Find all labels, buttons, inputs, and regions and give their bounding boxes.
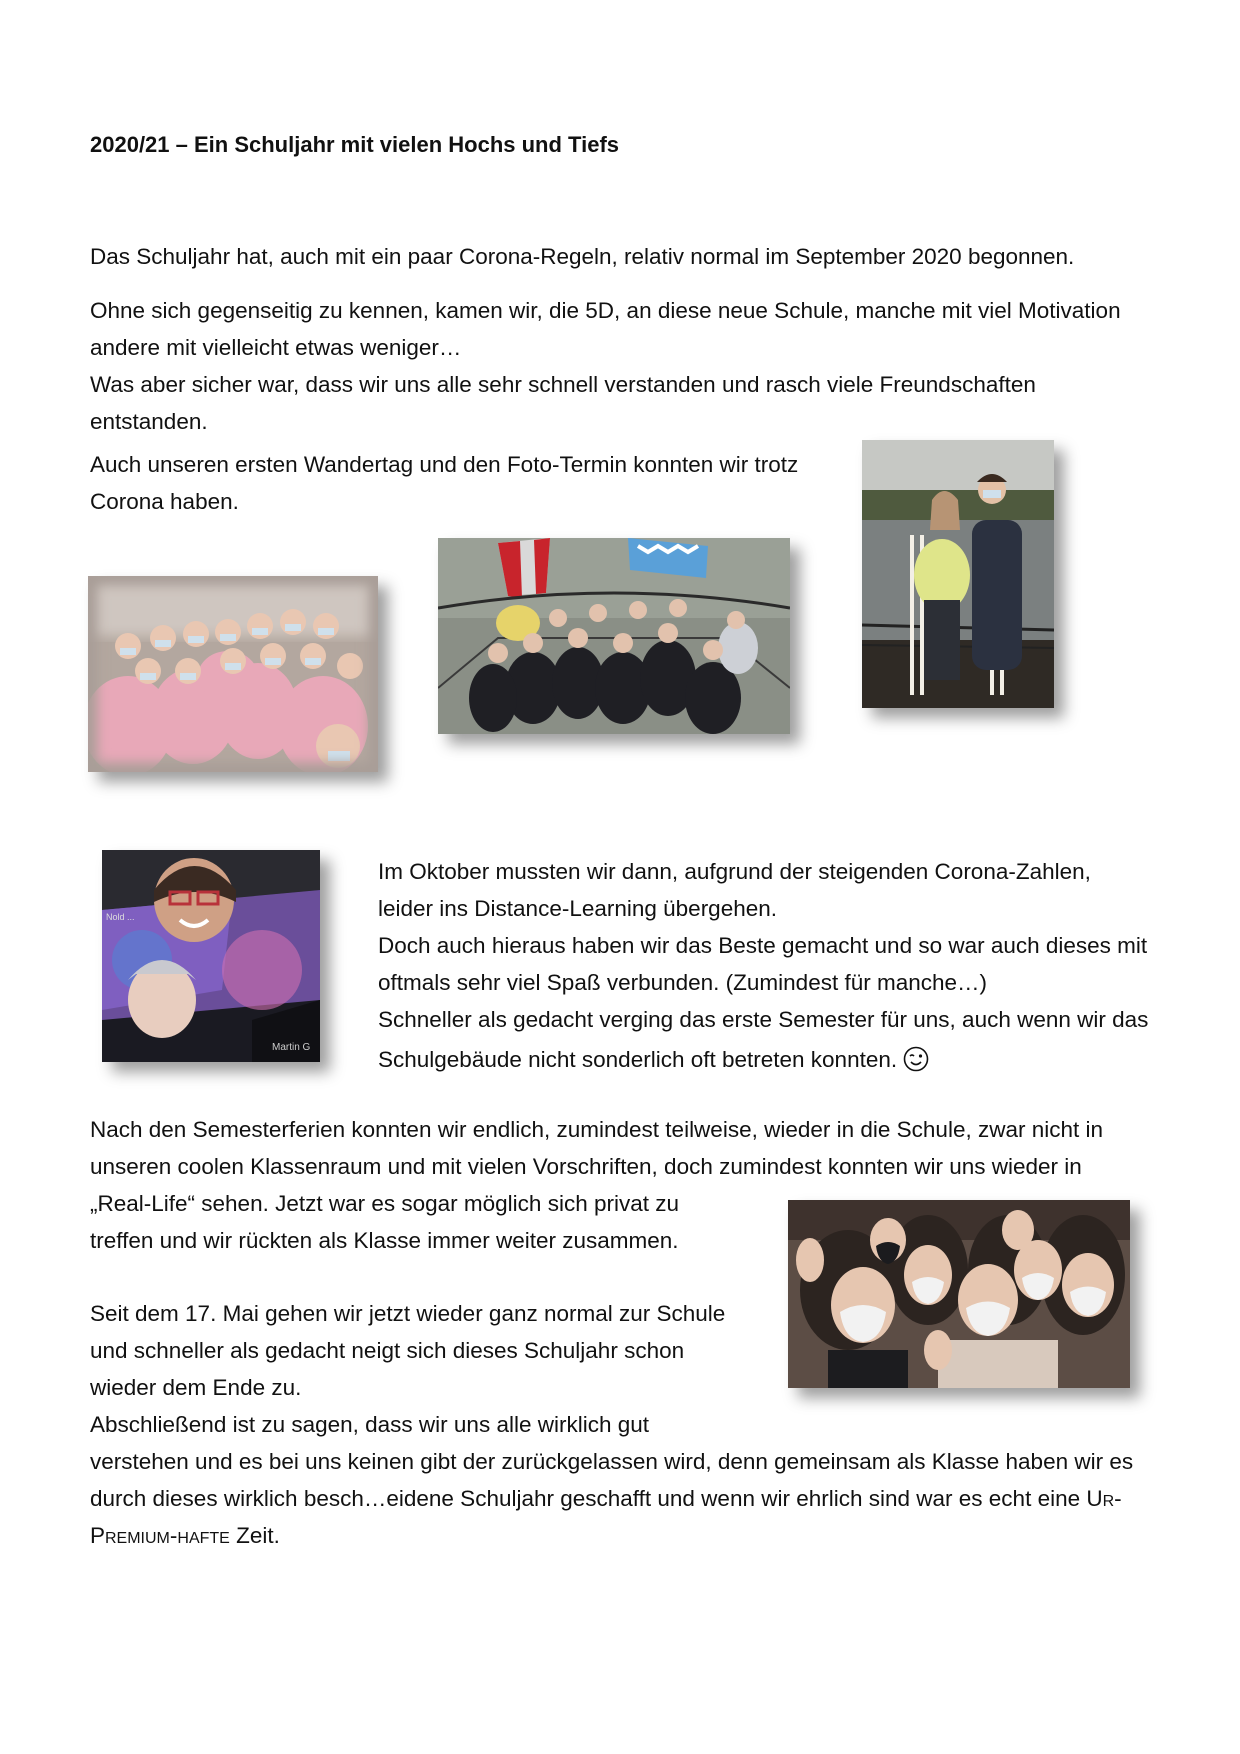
paragraph-line: und schneller als gedacht neigt sich dieses Schuljahr schon: [90, 1338, 685, 1363]
paragraph-line: Nach den Semesterferien konnten wir endlich, zumindest teilweise, wieder in die Schule, zwar nicht in: [90, 1117, 1104, 1142]
paragraph-text: durch dieses wirklich besch…eidene Schuljahr geschafft und wenn wir ehrlich sind war es echt eine: [90, 1486, 1087, 1511]
paragraph-line: „Real-Life“ sehen. Jetzt war es sogar möglich sich privat zu: [90, 1191, 679, 1216]
class-photo-pink-hoodies: [88, 576, 378, 772]
paragraph-line: unseren coolen Klassenraum und mit vielen Vorschriften, doch zumindest konnten wir uns wieder in: [90, 1154, 1082, 1179]
paragraph-line: Schneller als gedacht verging das erste Semester für uns, auch wenn wir das: [378, 1007, 1149, 1032]
paragraph-line: Ohne sich gegenseitig zu kennen, kamen wir, die 5D, an diese neue Schule, manche mit viel Motivation: [90, 298, 1121, 323]
photo-two-at-lake: [862, 440, 1054, 708]
paragraph-line: [90, 1480, 1122, 1517]
paragraph-line: Auch unseren ersten Wandertag und den Foto-Termin konnten wir trotz: [90, 452, 799, 477]
page-title: 2020/21 – Ein Schuljahr mit vielen Hochs und Tiefs: [90, 132, 619, 157]
paragraph-line: andere mit vielleicht etwas weniger…: [90, 335, 462, 360]
photo-video-call: [102, 850, 320, 1062]
paragraph-line: Corona haben.: [90, 489, 239, 514]
paragraph-line: Das Schuljahr hat, auch mit ein paar Corona-Regeln, relativ normal im September 2020 begonnen.: [90, 244, 1075, 269]
paragraph-line: Abschließend ist zu sagen, dass wir uns alle wirklich gut: [90, 1412, 650, 1437]
paragraph-line: Im Oktober mussten wir dann, aufgrund der steigenden Corona-Zahlen,: [378, 859, 1091, 884]
class-photo-boat-flags: [438, 538, 790, 734]
paragraph-line: verstehen und es bei uns keinen gibt der zurückgelassen wird, denn gemeinsam als Klasse haben wir es: [90, 1449, 1134, 1474]
paragraph-line: Was aber sicher war, dass wir uns alle sehr schnell verstanden und rasch viele Freundschaften: [90, 372, 1036, 397]
paragraph-line: Doch auch hieraus haben wir das Beste gemacht und so war auch dieses mit: [378, 933, 1148, 958]
paragraph-line: oftmals sehr viel Spaß verbunden. (Zumindest für manche…): [378, 970, 988, 995]
paragraph-text: Zeit.: [229, 1523, 280, 1548]
svg-text:Nold ...: Nold ...: [106, 912, 135, 922]
paragraph-line: [90, 1517, 280, 1554]
paragraph-line: Seit dem 17. Mai gehen wir jetzt wieder ganz normal zur Schule: [90, 1301, 726, 1326]
winking-face-icon: [903, 1046, 929, 1072]
paragraph-line: leider ins Distance-Learning übergehen.: [378, 896, 778, 921]
paragraph-line: [378, 1041, 929, 1078]
paragraph-line: treffen und wir rückten als Klasse immer weiter zusammen.: [90, 1228, 679, 1253]
paragraph-line: entstanden.: [90, 409, 208, 434]
smallcaps-text: Premium-hafte: [90, 1523, 230, 1548]
paragraph-text: Schulgebäude nicht sonderlich oft betreten konnten.: [378, 1047, 898, 1072]
class-selfie-masks: [788, 1200, 1130, 1388]
paragraph-line: wieder dem Ende zu.: [90, 1375, 302, 1400]
svg-text:Martin G: Martin G: [272, 1042, 311, 1053]
smallcaps-text: Ur-: [1086, 1486, 1122, 1511]
